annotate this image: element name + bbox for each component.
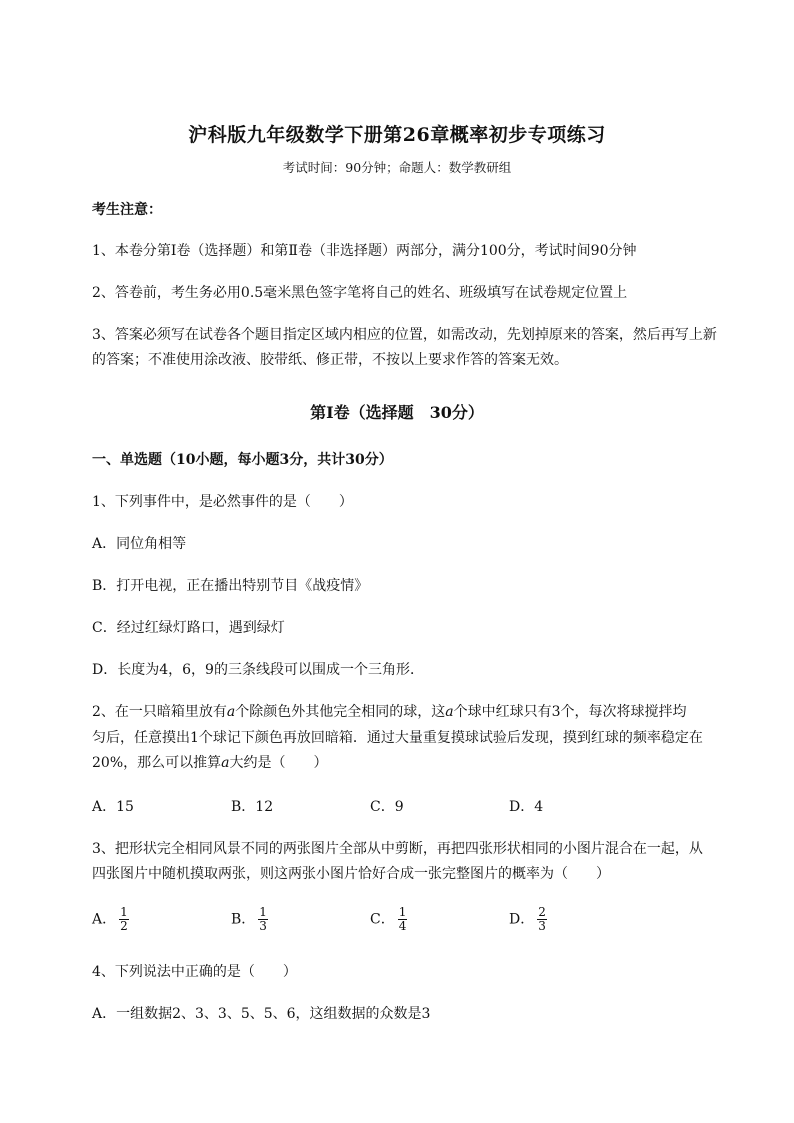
fraction-denominator: 4 — [398, 919, 407, 933]
variable-a: a — [226, 704, 236, 720]
stem-text: 大约是（ ） — [229, 755, 328, 771]
option-label: A． — [92, 911, 117, 928]
question-stem: 1、下列事件中，是必然事件的是（ ） — [92, 494, 353, 510]
option-label: C． — [370, 911, 395, 928]
notice-item: 1、本卷分第I卷（选择题）和第Ⅱ卷（非选择题）两部分，满分100分，考试时间90分钟 — [92, 243, 637, 259]
answer-option: D．4 — [509, 799, 544, 815]
answer-option — [231, 906, 268, 933]
answer-option: C．经过红绿灯路口，遇到绿灯 — [92, 620, 285, 636]
question-stem — [92, 702, 687, 722]
answer-option — [92, 906, 129, 933]
answer-option — [509, 906, 547, 933]
answer-option — [370, 906, 407, 933]
stem-text: 个除颜色外其他完全相同的球，这 — [235, 704, 446, 720]
answer-option: B．打开电视，正在播出特别节目《战疫情》 — [92, 578, 369, 594]
answer-option: B．12 — [231, 799, 274, 815]
fraction — [398, 906, 408, 933]
question-stem: 四张图片中随机摸取两张，则这两张小图片恰好合成一张完整图片的概率为（ ） — [92, 866, 610, 882]
answer-option: A．15 — [92, 799, 134, 815]
fraction-numerator: 1 — [259, 905, 267, 919]
answer-option: A．一组数据2、3、3、5、5、6，这组数据的众数是3 — [92, 1006, 431, 1022]
stem-text: 个球中红球只有3个，每次将球搅拌均 — [453, 704, 687, 720]
part-heading: 一、单选题（10小题，每小题3分，共计30分） — [92, 452, 393, 468]
notice-item: 3、答案必须写在试卷各个题目指定区域内相应的位置，如需改动，先划掉原来的答案，然后再写上新 — [92, 327, 717, 343]
fraction — [537, 906, 547, 933]
answer-option: C．9 — [370, 799, 404, 815]
notice-item: 的答案；不准使用涂改液、胶带纸、修正带，不按以上要求作答的答案无效。 — [92, 352, 568, 368]
variable-a: a — [221, 755, 230, 771]
page-title: 沪科版九年级数学下册第26章概率初步专项练习 — [188, 124, 606, 146]
question-stem — [92, 753, 327, 773]
stem-text: 2、在一只暗箱里放有 — [92, 704, 227, 720]
fraction-numerator: 1 — [120, 905, 128, 919]
option-label: D． — [509, 911, 535, 928]
question-stem: 3、把形状完全相同风景不同的两张图片全部从中剪断，再把四张形状相同的小图片混合在一起，从 — [92, 841, 703, 857]
notice-item: 2、答卷前，考生务必用0.5毫米黑色签字笔将自己的姓名、班级填写在试卷规定位置上 — [92, 285, 628, 301]
fraction-denominator: 3 — [259, 919, 267, 933]
notice-heading: 考生注意： — [92, 202, 162, 218]
section-title: 第I卷（选择题 30分） — [310, 403, 484, 422]
answer-option: A．同位角相等 — [92, 536, 187, 552]
variable-a: a — [445, 704, 454, 720]
answer-option: D．长度为4，6，9的三条线段可以围成一个三角形． — [92, 662, 424, 678]
fraction — [258, 906, 268, 933]
fraction — [119, 906, 129, 933]
fraction-numerator: 2 — [538, 905, 546, 919]
exam-info: 考试时间：90分钟；命题人：数学教研组 — [282, 160, 512, 175]
stem-text: 20%，那么可以推算 — [92, 755, 222, 771]
fraction-denominator: 3 — [538, 919, 546, 933]
question-stem: 匀后，任意摸出1个球记下颜色再放回暗箱．通过大量重复摸球试验后发现，摸到红球的频率稳定在 — [92, 730, 703, 746]
question-stem: 4、下列说法中正确的是（ ） — [92, 964, 297, 980]
option-label: B． — [231, 911, 256, 928]
fraction-numerator: 1 — [398, 905, 407, 919]
fraction-denominator: 2 — [120, 919, 128, 933]
